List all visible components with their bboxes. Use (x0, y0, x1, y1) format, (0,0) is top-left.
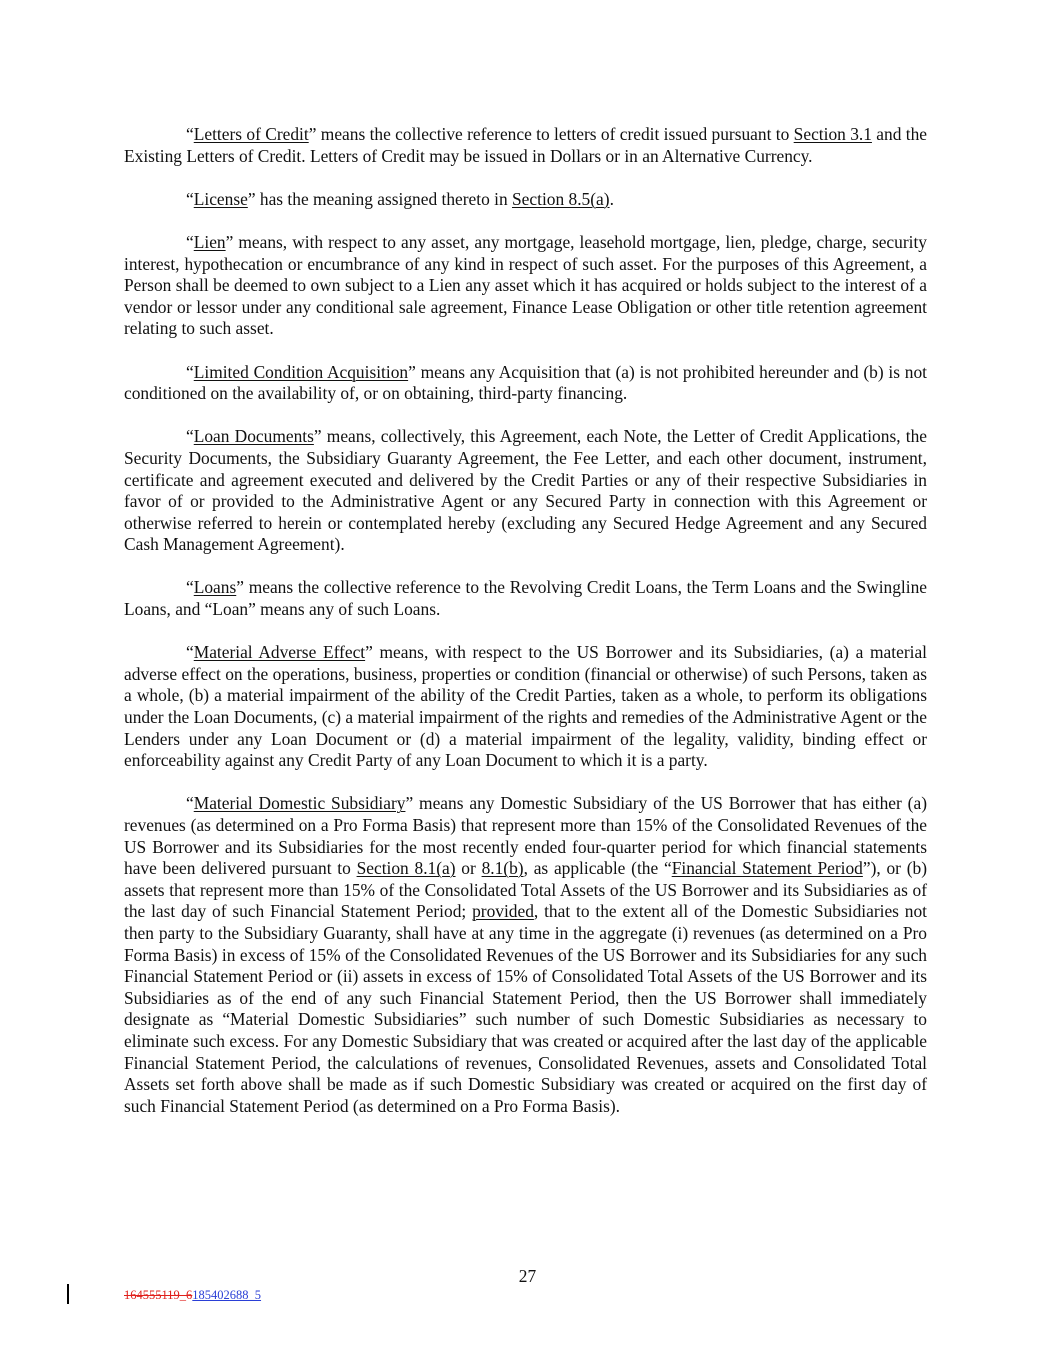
document-page (124, 124, 927, 1139)
quote-close: ” (405, 793, 414, 814)
document-id-inserted: 185402688_5 (192, 1288, 262, 1302)
definition-text: . (609, 188, 614, 209)
definition-text: and the Existing Letters of Credit. Letters of Credit may be issued in Dollars or in an Alternative Currency. (124, 124, 928, 166)
quote-open: “ (186, 188, 194, 209)
change-bar (67, 1284, 69, 1304)
definition-license (124, 189, 927, 211)
quote-open: “ (186, 124, 194, 144)
quote-close: ” (308, 124, 317, 144)
quote-close: ” (247, 188, 256, 209)
definition-text: , as applicable (the “ (523, 858, 672, 879)
section-reference: Section 8.1(a) (356, 858, 456, 879)
defined-term: License (193, 188, 248, 209)
definition-text: ”), or (b) assets that represent more than 15% of the Consolidated Total Assets of the US Borrower and its Subsidiaries as of the last day of such Financial Statement Period; (124, 858, 928, 922)
proviso-term: provided (472, 901, 534, 922)
defined-term: Material Domestic Subsidiary (193, 793, 406, 814)
definition-text: means any Domestic Subsidiary of the US Borrower that has either (a) revenues (as determined on a Pro Forma Basis) that represent more than 15% of the Consolidated Revenues of the US Borrower and its Subsidiaries for the most recently ended four-quarter period for which financial statements have been delivered pursuant to (124, 793, 927, 879)
defined-term-inline: Financial Statement Period (671, 858, 863, 879)
quote-open: “ (186, 642, 194, 663)
definition-loans (124, 577, 927, 620)
definition-text: has the meaning assigned thereto in (255, 188, 512, 209)
defined-term: Limited Condition Acquisition (193, 361, 409, 382)
quote-close: ” (236, 577, 244, 598)
quote-open: “ (186, 426, 194, 447)
definition-limited-condition-acquisition (124, 362, 927, 405)
quote-open: “ (186, 793, 194, 814)
definition-lien (124, 232, 927, 340)
section-reference: 8.1(b) (481, 858, 524, 879)
quote-close: ” (408, 361, 416, 382)
defined-term: Loans (193, 577, 237, 598)
quote-open: “ (186, 231, 194, 252)
definition-letters-of-credit (124, 124, 927, 167)
definition-text: , that to the extent all of the Domestic Subsidiaries not then party to the Subsidiary Guaranty, shall have at any time in the aggregate (i) revenues (as determined on a Pro Forma Basis) in excess of 15% of the Consolidated Revenues of the US Borrower and its Subsidiaries for any such Financial Statement Period or (ii) assets in excess of 15% of Consolidated Total Assets of the US Borrower and its Subsidiaries as of the end of any such Financial Statement Period, then the US Borrower shall immediately designate as “Material Domestic Subsidiaries” such number of such Domestic Subsidiaries as necessary to eliminate such excess. For any Domestic Subsidiary that was created or acquired after the last day of the applicable Financial Statement Period, the calculations of revenues, Consolidated Revenues, assets and Consolidated Total Assets set forth above shall be made as if such Domestic Subsidiary was created or acquired on the first day of such Financial Statement Period (as determined on a Pro Forma Basis). (124, 901, 927, 1116)
defined-term: Letters of Credit (193, 124, 309, 144)
definition-text: means, with respect to any asset, any mortgage, leasehold mortgage, lien, pledge, charge, security interest, hypothecation or encumbrance of any kind in respect of such asset. For the purposes of this Agreement, a Person shall be deemed to own subject to a Lien any asset which it has acquired or holds subject to the interest of a vendor or lessor under any conditional sale agreement, Finance Lease Obligation or other title retention agreement relating to such asset. (124, 231, 927, 339)
defined-term: Material Adverse Effect (193, 642, 366, 663)
quote-open: “ (186, 577, 194, 598)
definition-loan-documents (124, 426, 927, 556)
page-number: 27 (518, 1266, 537, 1286)
definition-text: means, collectively, this Agreement, each Note, the Letter of Credit Applications, the Security Documents, the Subsidiary Guaranty Agreement, the Fee Letter, and each other document, instrument, certificate and agreement executed and delivered by the Credit Parties or any of their respective Subsidiaries in favor of or provided to the Administrative Agent or any Secured Party in connection with this Agreement or otherwise referred to herein or contemplated hereby (excluding any Secured Hedge Agreement and any Secured Cash Management Agreement). (124, 426, 927, 555)
definition-text: means any Acquisition that (a) is not prohibited hereunder and (b) is not conditioned on the availability of, or on obtaining, third-party financing. (124, 361, 927, 404)
quote-close: ” (225, 231, 234, 252)
definition-text: means, with respect to the US Borrower and its Subsidiaries, (a) a material adverse effect on the operations, business, properties or condition (financial or otherwise) of such Persons, taken as a whole, (b) a material impairment of the ability of the Credit Parties, taken as a whole, to perform its obligations under the Loan Documents, (c) a material impairment of the rights and remedies of the Administrative Agent or the Lenders under any Loan Document or (d) a material impairment of the legality, validity, binding effect or enforceability against any Credit Party of any Loan Document to which it is a party. (124, 642, 927, 771)
definition-material-domestic-subsidiary (124, 793, 927, 1117)
defined-term: Loan Documents (193, 426, 314, 447)
document-id-deleted: 164555119_6 (124, 1288, 193, 1302)
definition-material-adverse-effect (124, 642, 927, 772)
quote-open: “ (186, 361, 194, 382)
defined-term: Lien (193, 231, 226, 252)
section-reference: Section 8.5(a) (512, 188, 610, 209)
definition-text: means the collective reference to letters of credit issued pursuant to (316, 124, 794, 144)
definition-text: means the collective reference to the Revolving Credit Loans, the Term Loans and the Swingline Loans, and “Loan” means any of such Loans. (124, 577, 927, 620)
quote-close: ” (365, 642, 373, 663)
document-id (124, 1288, 261, 1303)
definition-text: or (455, 858, 482, 879)
section-reference: Section 3.1 (793, 124, 872, 144)
quote-close: ” (313, 426, 322, 447)
